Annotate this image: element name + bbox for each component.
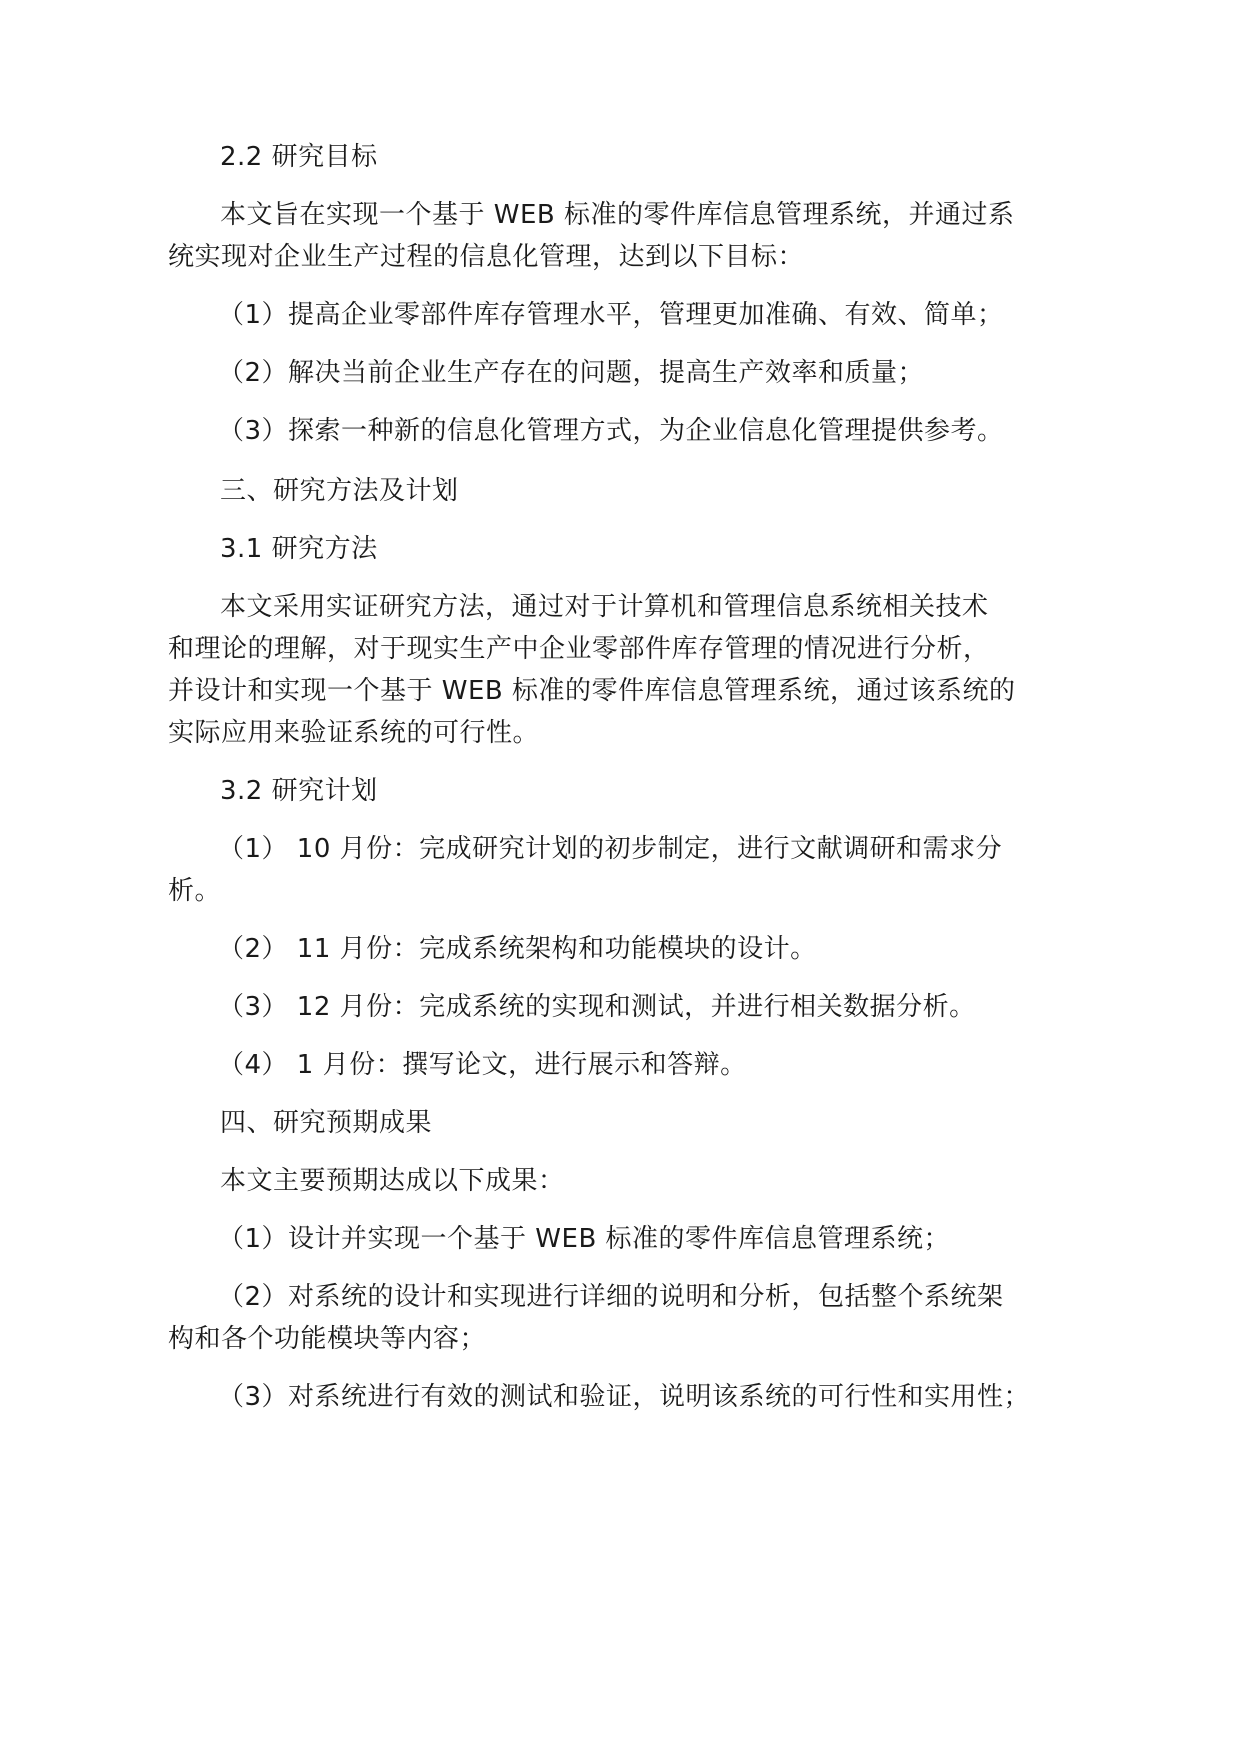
- plan-item-1-line-2: 析。: [168, 876, 222, 906]
- section-4-heading: 四、研究预期成果: [220, 1108, 433, 1138]
- goal-item-2: （2）解决当前企业生产存在的问题，提高生产效率和质量；: [218, 358, 925, 388]
- outcome-item-2-line-2: 构和各个功能模块等内容；: [168, 1324, 487, 1354]
- method-paragraph-line-1: 本文采用实证研究方法，通过对于计算机和管理信息系统相关技术: [220, 592, 989, 622]
- goal-item-3: （3）探索一种新的信息化管理方式，为企业信息化管理提供参考。: [218, 416, 1004, 446]
- method-paragraph-line-3: 并设计和实现一个基于 WEB 标准的零件库信息管理系统，通过该系统的: [168, 676, 1016, 706]
- outcome-item-2-line-1: （2）对系统的设计和实现进行详细的说明和分析，包括整个系统架: [218, 1282, 1004, 1312]
- goal-intro-line-2: 统实现对企业生产过程的信息化管理，达到以下目标：: [168, 242, 805, 272]
- section-3-heading: 三、研究方法及计划: [220, 476, 459, 506]
- section-3-1-heading: 3.1 研究方法: [220, 534, 378, 564]
- plan-item-4: （4） 1 月份：撰写论文，进行展示和答辩。: [218, 1050, 747, 1080]
- outcome-item-3: （3）对系统进行有效的测试和验证，说明该系统的可行性和实用性；: [218, 1382, 1031, 1412]
- method-paragraph-line-2: 和理论的理解，对于现实生产中企业零部件库存管理的情况进行分析，: [168, 634, 990, 664]
- plan-item-3: （3） 12 月份：完成系统的实现和测试，并进行相关数据分析。: [218, 992, 976, 1022]
- outcome-item-1: （1）设计并实现一个基于 WEB 标准的零件库信息管理系统；: [218, 1224, 951, 1254]
- section-3-2-heading: 3.2 研究计划: [220, 776, 378, 806]
- method-paragraph-line-4: 实际应用来验证系统的可行性。: [168, 718, 540, 748]
- section-2-2-heading: 2.2 研究目标: [220, 142, 378, 172]
- goal-intro-line-1: 本文旨在实现一个基于 WEB 标准的零件库信息管理系统，并通过系: [220, 200, 1015, 230]
- outcome-intro: 本文主要预期达成以下成果：: [220, 1166, 565, 1196]
- plan-item-2: （2） 11 月份：完成系统架构和功能模块的设计。: [218, 934, 817, 964]
- plan-item-1-line-1: （1） 10 月份：完成研究计划的初步制定，进行文献调研和需求分: [218, 834, 1003, 864]
- goal-item-1: （1）提高企业零部件库存管理水平，管理更加准确、有效、简单；: [218, 300, 1004, 330]
